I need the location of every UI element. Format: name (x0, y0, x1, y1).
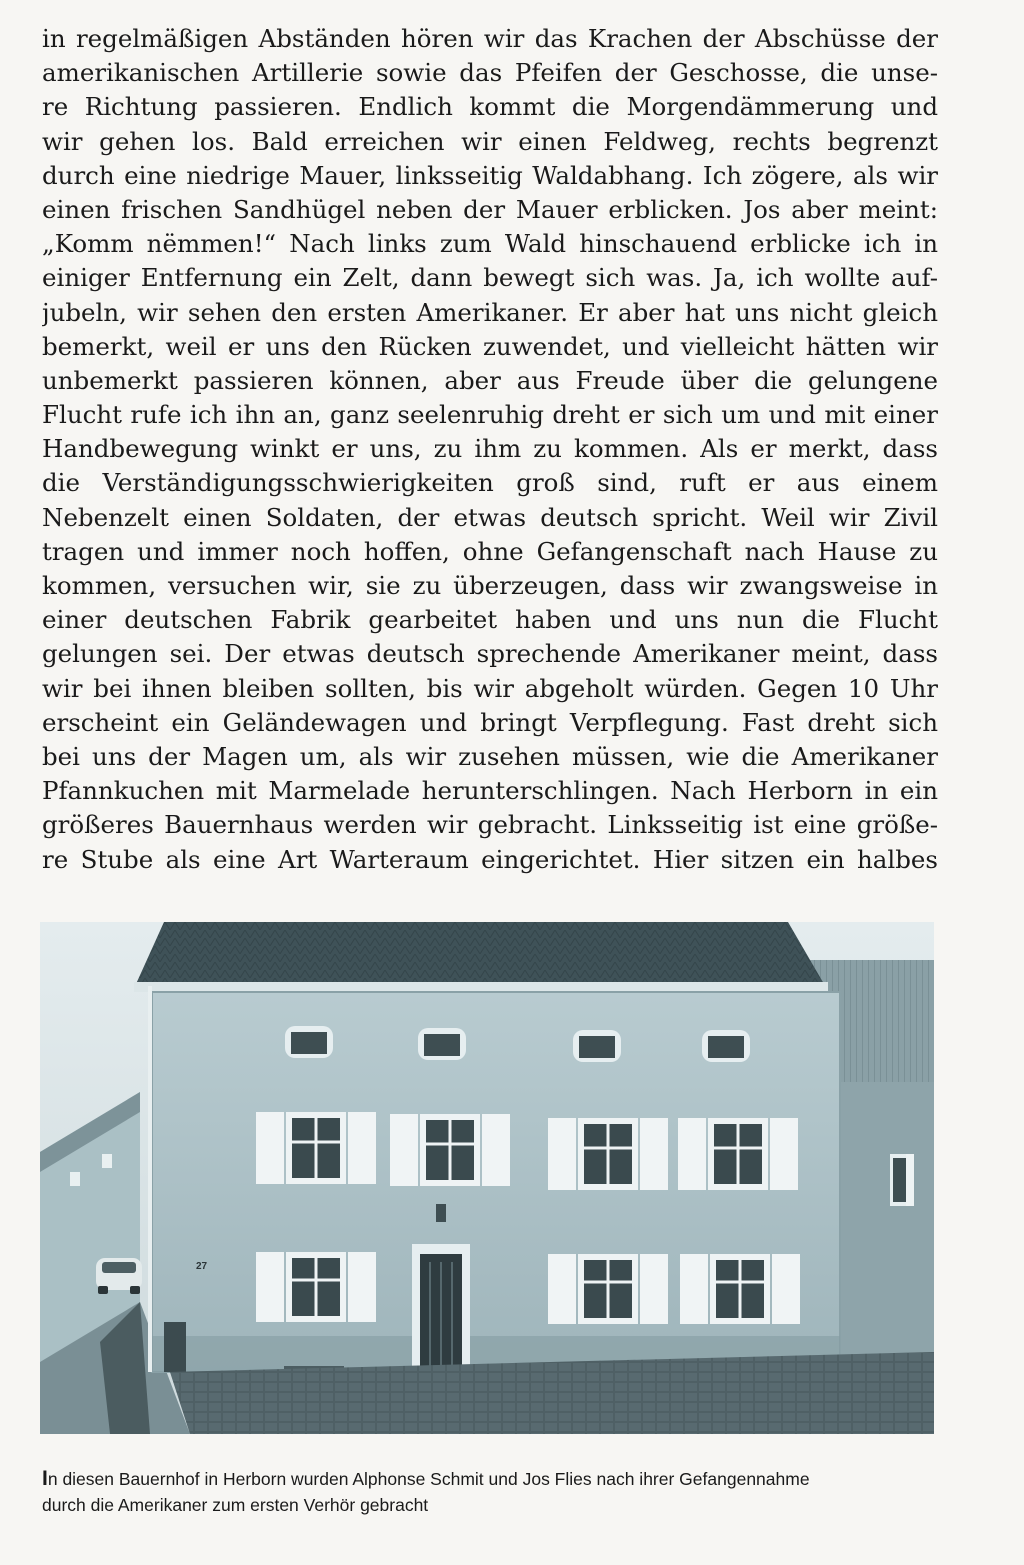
body-line: Pfannkuchen mit Marmelade herunterschlingen. Nach Herborn in ein (42, 776, 938, 806)
body-line: re Stube als eine Art Warteraum eingerichtet. Hier sitzen ein halbes (42, 844, 938, 874)
body-line: kommen, versuchen wir, sie zu überzeugen, dass wir zwangsweise in (42, 571, 938, 600)
body-line: wir gehen los. Bald erreichen wir einen Feldweg, rechts begrenzt (42, 126, 938, 156)
caption-line-1 (42, 1466, 942, 1492)
caption-line-1-text: n diesen Bauernhof in Herborn wurden Alphonse Schmit und Jos Flies nach ihrer Gefangennahme (47, 1469, 810, 1489)
body-line: bemerkt, weil er uns den Rücken zuwendet, und vielleicht hätten wir (42, 331, 938, 361)
body-line: Nebenzelt einen Soldaten, der etwas deutsch spricht. Weil wir Zivil (42, 502, 938, 532)
body-line: einer deutschen Fabrik gearbeitet haben und uns nun die Flucht (42, 605, 938, 635)
body-text (42, 22, 938, 877)
roof-cornice (134, 982, 828, 992)
body-line: einiger Entfernung ein Zelt, dann bewegt sich was. Ja, ich wollte auf- (42, 263, 938, 293)
body-line: Flucht rufe ich ihn an, ganz seelenruhig dreht er sich um und mit einer (42, 400, 938, 430)
body-line: gelungen sei. Der etwas deutsch sprechende Amerikaner meint, dass (42, 639, 938, 669)
body-line: bei uns der Magen um, als wir zusehen müssen, wie die Amerikaner (42, 741, 938, 771)
parked-car (96, 1258, 142, 1294)
photo-caption (42, 1466, 942, 1518)
body-line: re Richtung passieren. Endlich kommt die Morgendämmerung und (42, 92, 938, 122)
body-line: unbemerkt passieren können, aber aus Freude über die gelungene (42, 365, 938, 395)
main-roof (136, 922, 824, 984)
body-line: „Komm nëmmen!“ Nach links zum Wald hinschauend erblicke ich in (42, 229, 938, 259)
house-number: 27 (196, 1261, 208, 1272)
farmhouse-photo (40, 922, 934, 1434)
body-line: amerikanischen Artillerie sowie das Pfeifen der Geschosse, die unse- (42, 58, 938, 88)
body-line: durch eine niedrige Mauer, linksseitig Waldabhang. Ich zögere, als wir (42, 160, 938, 190)
caption-line-2: durch die Amerikaner zum ersten Verhör gebracht (42, 1495, 429, 1515)
body-line: einen frischen Sandhügel neben der Mauer erblicken. Jos aber meint: (42, 194, 938, 224)
body-line: die Verständigungsschwierigkeiten groß sind, ruft er aus einem (42, 468, 938, 498)
body-line: in regelmäßigen Abständen hören wir das Krachen der Abschüsse der (42, 24, 938, 53)
body-line: Handbewegung winkt er uns, zu ihm zu kommen. Als er merkt, dass (42, 434, 938, 464)
body-line: größeres Bauernhaus werden wir gebracht. Linksseitig ist eine größe- (42, 810, 938, 840)
caption-lead-letter: I (42, 1467, 48, 1490)
body-line: erscheint ein Geländewagen und bringt Verpflegung. Fast dreht sich (42, 707, 938, 737)
body-line: tragen und immer noch hoffen, ohne Gefangenschaft nach Hause zu (42, 536, 938, 566)
body-line: jubeln, wir sehen den ersten Amerikaner. Er aber hat uns nicht gleich (42, 297, 938, 327)
body-line: wir bei ihnen bleiben sollten, bis wir abgeholt würden. Gegen 10 Uhr (42, 673, 938, 703)
